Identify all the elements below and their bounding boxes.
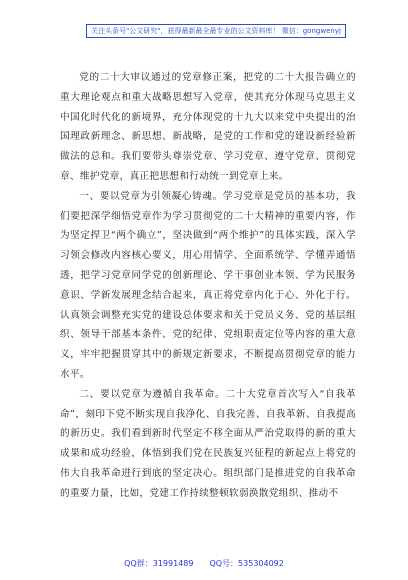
promo-banner[interactable]: 关注头条号"公文研究"，获得最新最全最专业的公文资料库！ 微信：gongwenyj <box>86 24 346 38</box>
paragraph-section-two: 二、要以党章为遵循自我革命。二十大党章首次写入“自我革命”，刻印下党不断实现自我净化、自我完善、自我革新、自我提高的新历史。我们看到新时代坚定不移全面从严治党取得的新的重大成果和成功经验，体悟到我们党在民族复兴征程的新起点上将党的伟大自我革命进行到底的坚定决心。组织部门是推进党的自我革命的重要力量，比如，党建工作持续整顿软弱涣散党组织、推动不 <box>60 388 356 499</box>
page-footer <box>0 558 408 569</box>
footer-qq-group: QQ群：31991489 <box>124 559 194 568</box>
paragraph-section-one: 一、要以党章为引领凝心铸魂。学习党章是党员的基本功，我们要把深学细悟党章作为学习贯彻党的二十大精神的重要内容，作为坚定捍卫“两个确立”，坚决做到“两个维护”的具体实践，深入学习领会修改内容核心要义，用心用情学、全面系统学、学懂弄通悟透，把学习党章同学党的创新理论、学干事创业本领、学为民服务意识、学新发展理念结合起来，真正将党章内化于心、外化于行。认真领会调整充实党的建设总体要求和关于党员义务、党的基层组织、领导干部基本条件、党的纪律、党组职责定位等内容的重大意义，牢牢把握贯穿其中的新规定新要求，不断提高贯彻党章的能力水平。 <box>60 190 356 380</box>
paragraph-intro: 党的二十大审议通过的党章修正案，把党的二十大报告确立的重大理论观点和重大战略思想写入党章，使其充分体现马克思主义中国化时代化的新境界，充分体现党的十九大以来党中央提出的治国理政新理念、新思想、新战略，是党的工作和党的建设新经验新做法的总和。我们要带头尊崇党章、学习党章、遵守党章、贯彻党章、维护党章，真正把思想和行动统一到党章上来。 <box>60 72 356 182</box>
document-body <box>60 68 356 504</box>
footer-qq-number: QQ号：535304092 <box>209 559 284 568</box>
